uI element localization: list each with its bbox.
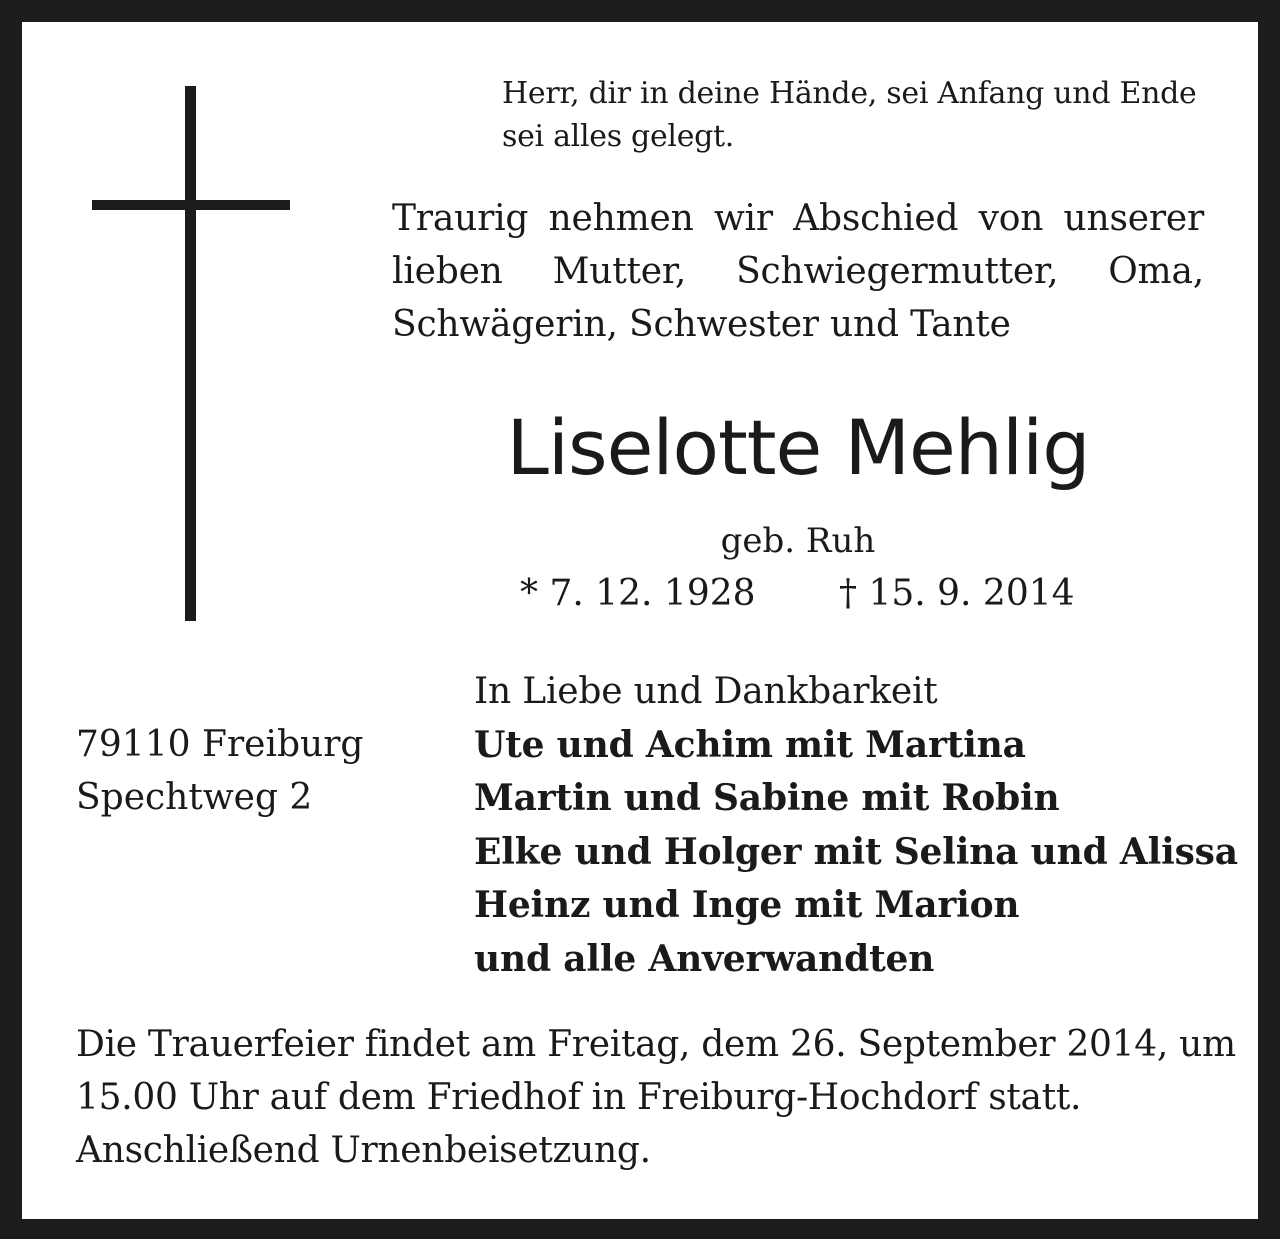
mourner-line: Elke und Holger mit Selina und Alissa xyxy=(474,830,1238,873)
funeral-service-notice xyxy=(76,1018,1236,1177)
deceased-name: Liselotte Mehlig xyxy=(506,403,1090,492)
cross-icon-vertical-bar xyxy=(185,86,196,621)
motto-line-2: sei alles gelegt. xyxy=(502,119,735,154)
intro-line-1: Traurig nehmen wir Abschied von unserer xyxy=(392,198,1204,239)
mourners-intro: In Liebe und Dankbarkeit xyxy=(474,671,938,712)
address-city: 79110 Freiburg xyxy=(76,724,364,765)
mourner-line: Heinz und Inge mit Marion xyxy=(474,884,1020,926)
cross-icon-horizontal-bar xyxy=(92,200,290,210)
family-address xyxy=(76,718,363,824)
death-date: † 15. 9. 2014 xyxy=(839,573,1075,614)
intro-line-2: lieben Mutter, Schwiegermutter, Oma, xyxy=(392,251,1204,292)
address-street: Spechtweg 2 xyxy=(76,777,313,818)
service-line-3: Anschließend Urnenbeisetzung. xyxy=(76,1130,651,1171)
motto-verse xyxy=(502,72,1222,158)
service-line-1: Die Trauerfeier findet am Freitag, dem 26. September 2014, um xyxy=(76,1024,1236,1065)
farewell-intro xyxy=(392,192,1204,351)
mourner-line: Ute und Achim mit Martina xyxy=(474,723,1026,766)
mourner-line: und alle Anverwandten xyxy=(474,937,935,980)
motto-line-1: Herr, dir in deine Hände, sei Anfang und Ende xyxy=(502,76,1197,111)
mourner-line: Martin und Sabine mit Robin xyxy=(474,777,1060,819)
birth-name: geb. Ruh xyxy=(720,521,876,561)
service-line-2: 15.00 Uhr auf dem Friedhof in Freiburg-Hochdorf statt. xyxy=(76,1077,1082,1118)
mourners-list xyxy=(474,665,1238,986)
intro-line-3: Schwägerin, Schwester und Tante xyxy=(392,304,1011,345)
birth-date: * 7. 12. 1928 xyxy=(520,573,756,614)
